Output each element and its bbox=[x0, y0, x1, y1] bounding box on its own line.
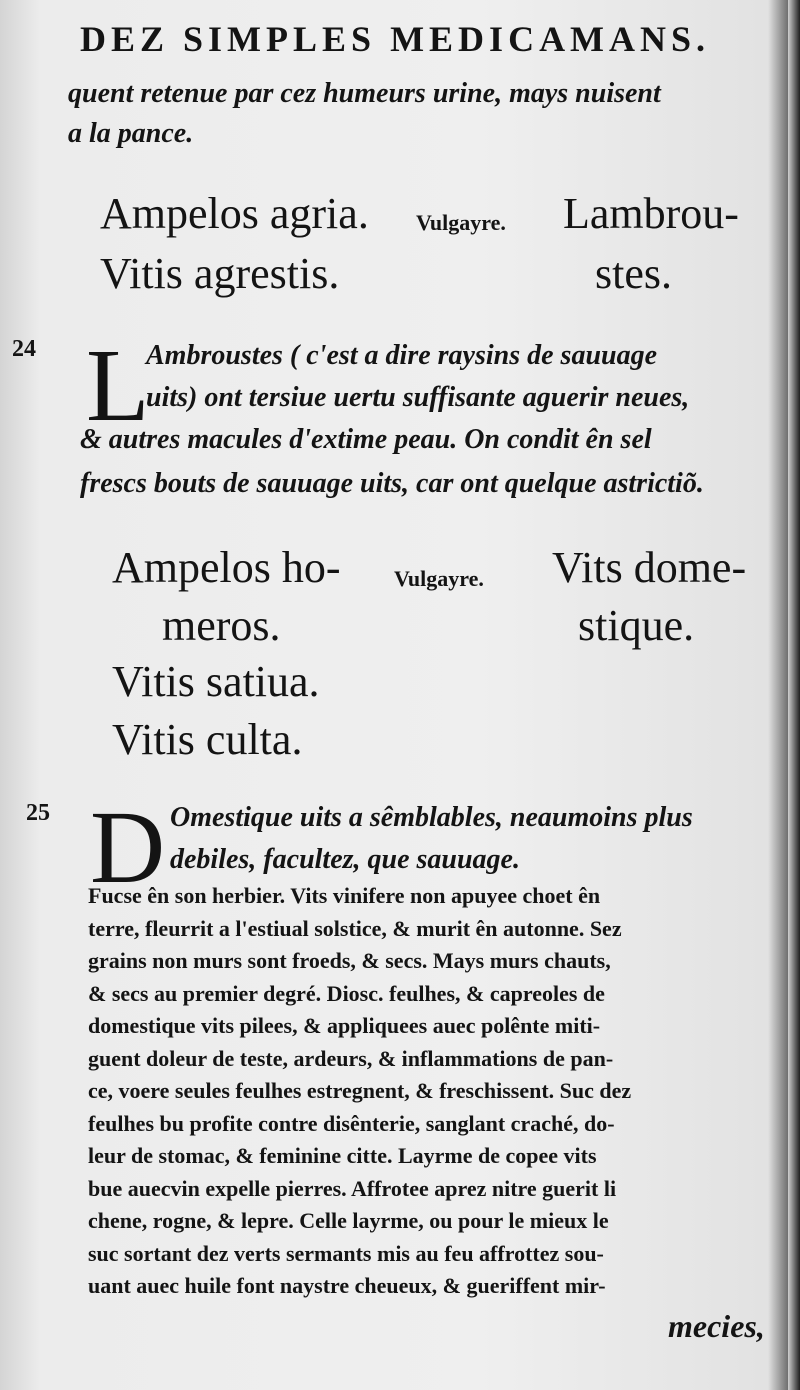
para1-line-1: Ambroustes ( c'est a dire raysins de sauuage bbox=[146, 340, 658, 371]
para2-body-line: feulhes bu profite contre disênterie, sanglant craché, do- bbox=[88, 1110, 615, 1136]
para2-body-line: domestique vits pilees, & appliquees auec polênte miti- bbox=[88, 1013, 601, 1038]
para2-body-line: suc sortant dez verts sermants mis au feu affrottez sou- bbox=[88, 1240, 604, 1266]
entry2-latin-4: Vitis culta. bbox=[112, 715, 303, 764]
drop-cap-d: D bbox=[90, 790, 166, 905]
para1-line-3: & autres macules d'extime peau. On condit ên sel bbox=[80, 424, 652, 455]
para2-lead-line-1: Omestique uits a sêmblables, neaumoins plus bbox=[170, 802, 693, 833]
drop-cap-l: L bbox=[86, 328, 150, 443]
para2-body bbox=[88, 880, 631, 1303]
para2-body-line: Fucse ên son herbier. Vits vinifere non apuyee choet ên bbox=[88, 883, 601, 908]
entry2-vulgar-label: Vulgayre. bbox=[394, 566, 484, 591]
margin-number-24: 24 bbox=[12, 336, 36, 362]
para2-body-line: bue auecvin expelle pierres. Affrotee aprez nitre guerit li bbox=[88, 1175, 617, 1201]
intro-line-1: quent retenue par cez humeurs urine, mays nuisent bbox=[68, 78, 661, 109]
para2-lead-line-2: debiles, facultez, que sauuage. bbox=[170, 844, 520, 875]
para2-body-line: grains non murs sont froeds, & secs. Mays murs chauts, bbox=[88, 948, 611, 973]
entry1-vernacular-2: stes. bbox=[595, 249, 672, 298]
para1-line-2: uits) ont tersiue uertu suffisante aguerir neues, bbox=[146, 382, 690, 413]
para2-body-line: terre, fleurrit a l'estiual solstice, & murit ên autonne. Sez bbox=[88, 915, 622, 941]
entry2-latin-1: Ampelos ho- bbox=[112, 543, 341, 592]
para2-body-line: ce, voere seules feulhes estregnent, & freschissent. Suc dez bbox=[88, 1078, 632, 1103]
entry2-latin-2: meros. bbox=[162, 601, 281, 650]
entry1-vernacular-1: Lambrou- bbox=[563, 189, 739, 238]
para1-line-4: frescs bouts de sauuage uits, car ont quelque astrictiõ. bbox=[80, 468, 704, 499]
entry1-latin-2: Vitis agrestis. bbox=[100, 249, 340, 298]
para2-body-line: chene, rogne, & lepre. Celle layrme, ou pour le mieux le bbox=[88, 1208, 609, 1233]
entry2-latin-3: Vitis satiua. bbox=[112, 657, 320, 706]
para2-body-line: leur de stomac, & feminine citte. Layrme de copee vits bbox=[88, 1143, 597, 1168]
running-head: DEZ SIMPLES MEDICAMANS. bbox=[80, 19, 711, 59]
entry2-vernacular-1: Vits dome- bbox=[552, 543, 747, 592]
entry1-latin-1: Ampelos agria. bbox=[100, 189, 369, 238]
intro-line-2: a la pance. bbox=[68, 118, 194, 149]
para2-body-line: guent doleur de teste, ardeurs, & inflammations de pan- bbox=[88, 1045, 614, 1071]
catchword: mecies, bbox=[668, 1308, 765, 1344]
para2-body-line: & secs au premier degré. Diosc. feulhes, & capreoles de bbox=[88, 980, 605, 1006]
entry2-vernacular-2: stique. bbox=[578, 601, 695, 650]
para2-body-line: uant auec huile font naystre cheueux, & gueriffent mir- bbox=[88, 1273, 606, 1298]
entry1-vulgar-label: Vulgayre. bbox=[416, 210, 506, 235]
margin-number-25: 25 bbox=[26, 800, 50, 826]
page-edge-shadow bbox=[788, 0, 800, 1390]
